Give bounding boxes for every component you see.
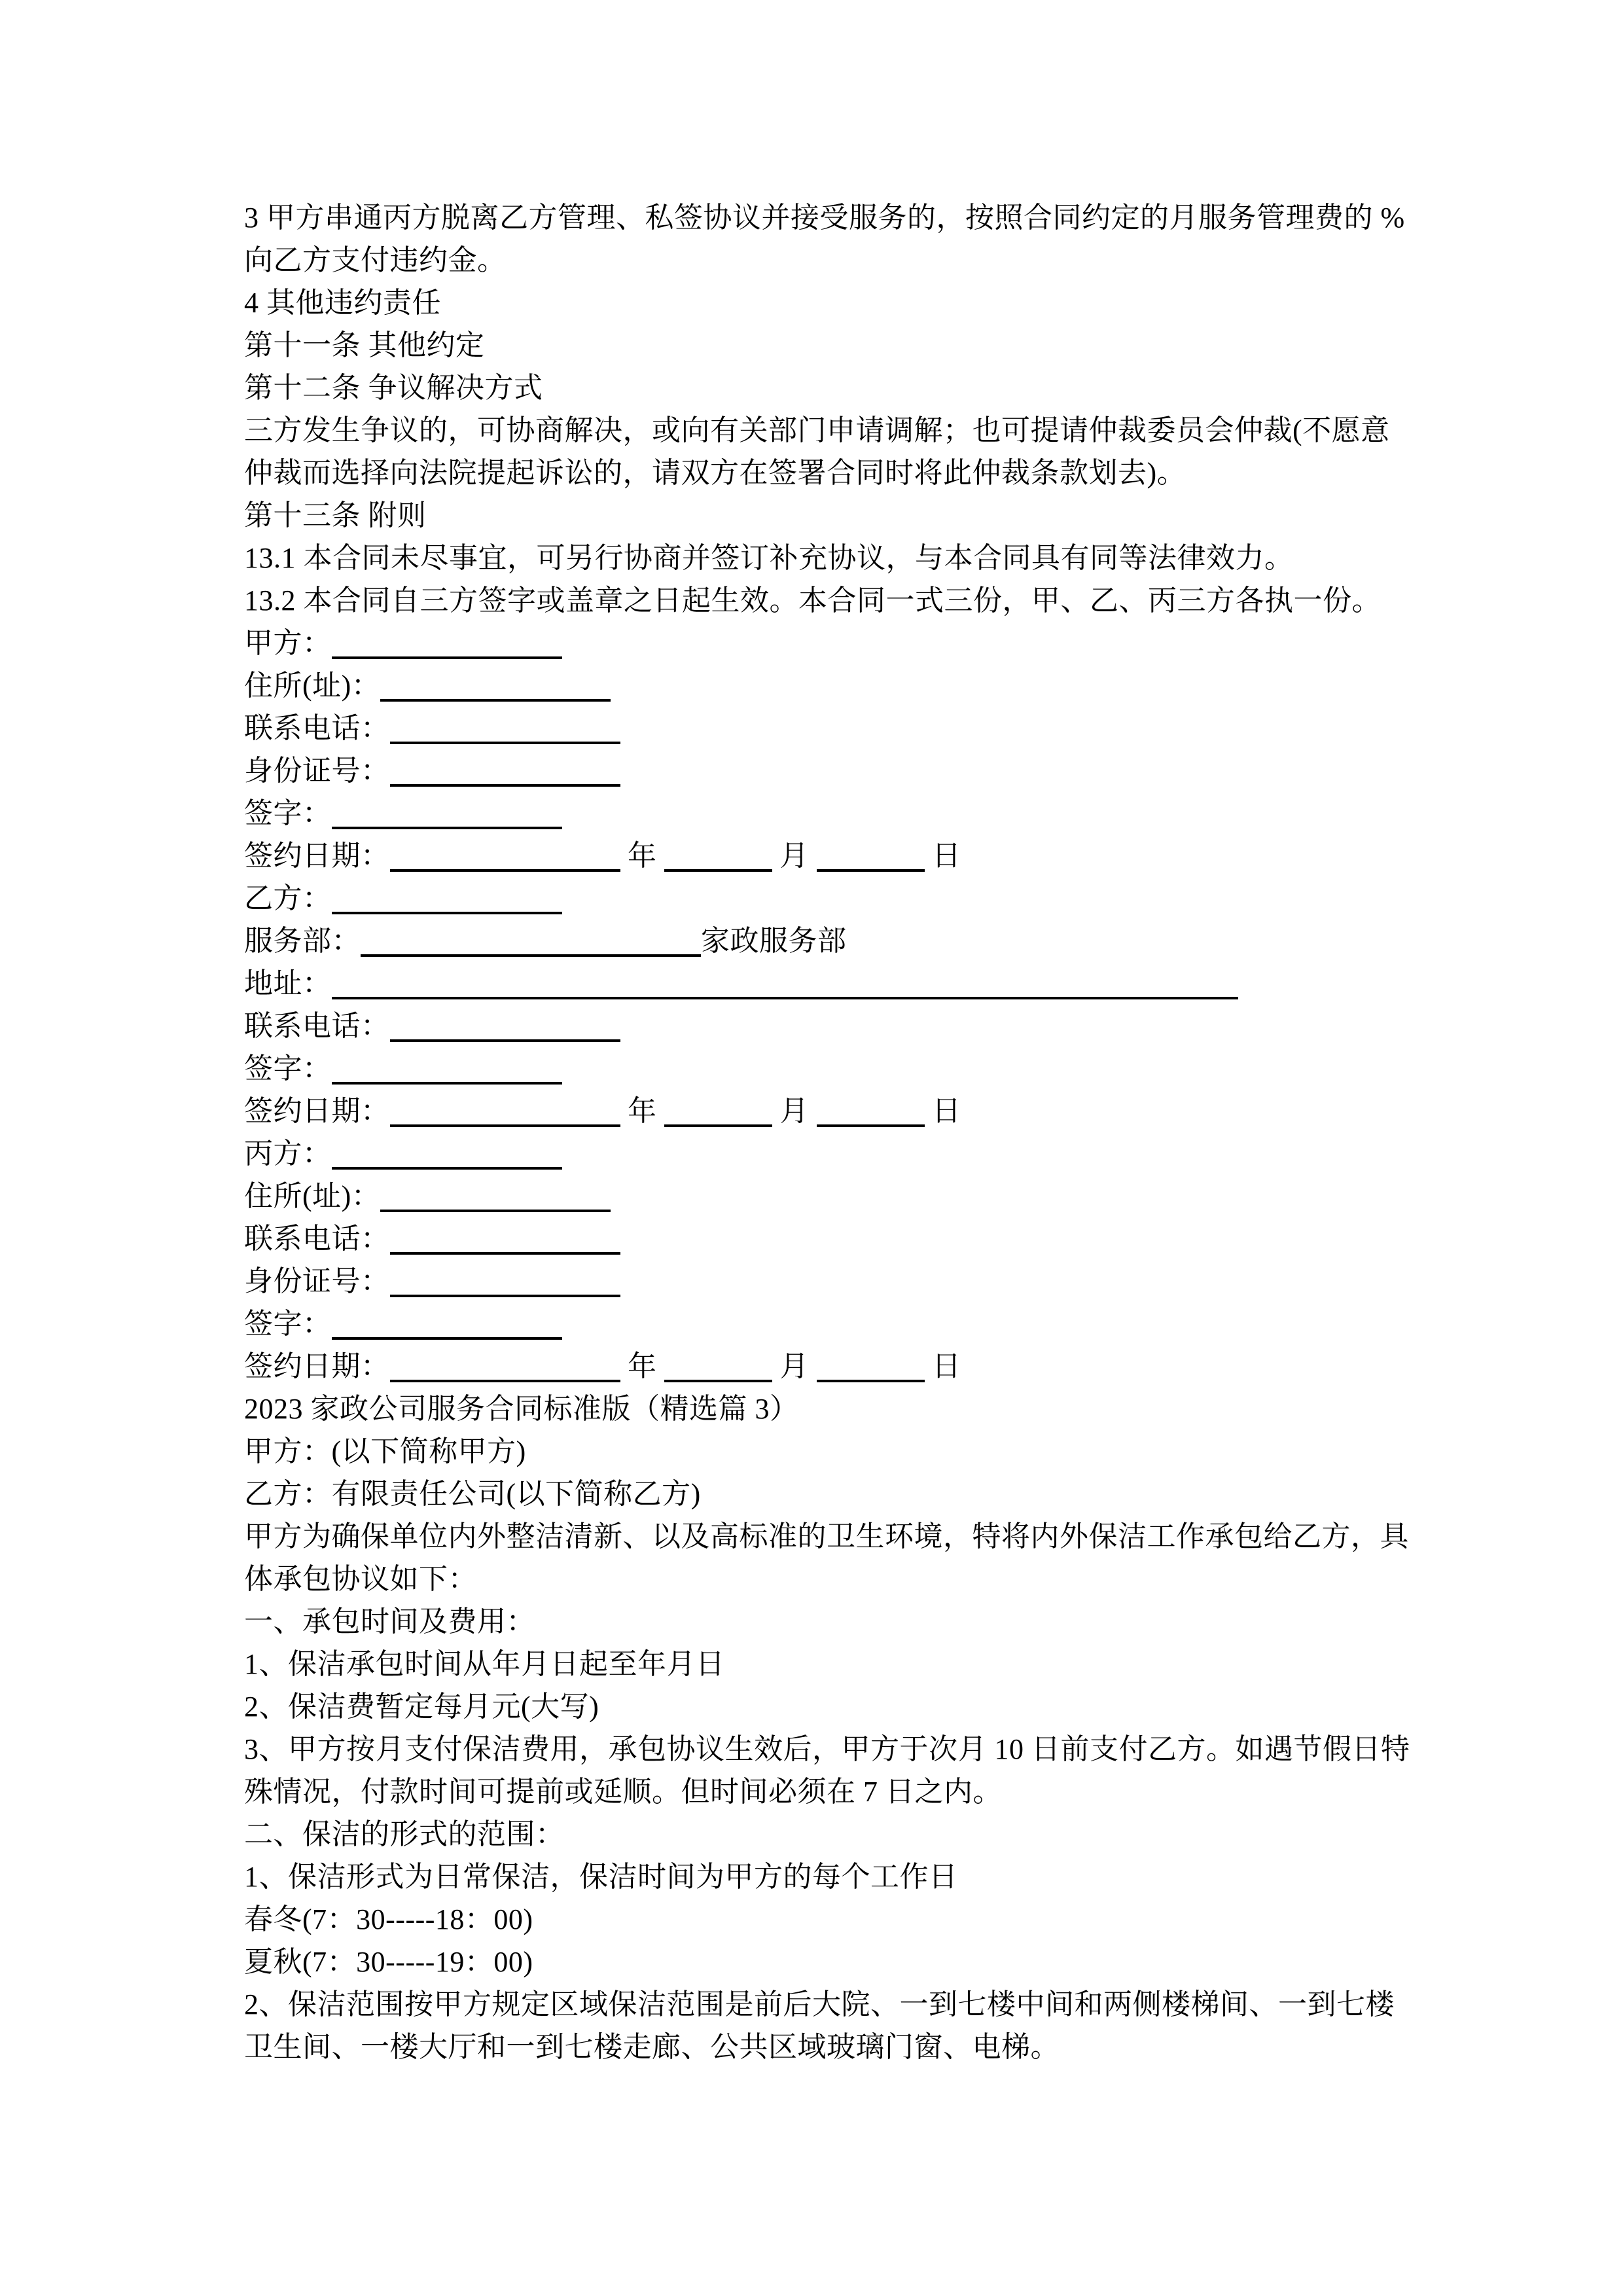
text-run: 夏秋(7：30-----19：00) xyxy=(244,1946,533,1978)
document-line xyxy=(244,1515,1409,1558)
document-line xyxy=(244,1132,1396,1175)
blank-underline xyxy=(380,1210,611,1212)
blank-underline xyxy=(332,1337,562,1340)
document-line xyxy=(244,1388,1396,1430)
blank-underline xyxy=(817,1124,925,1127)
document-line xyxy=(244,1941,1396,1983)
document-line xyxy=(244,196,1405,239)
blank-underline xyxy=(332,656,562,659)
blank-underline xyxy=(390,1380,620,1382)
text-run: 联系电话： xyxy=(244,1010,390,1042)
text-run: 13.2 本合同自三方签字或盖章之日起生效。本合同一式三份，甲、乙、丙三方各执一份。 xyxy=(244,584,1381,617)
text-run: 2、保洁费暂定每月元(大写) xyxy=(244,1691,599,1723)
document-line xyxy=(244,834,1396,877)
text-run: 月 xyxy=(772,1095,817,1127)
document-line xyxy=(244,1983,1396,2026)
document-line xyxy=(244,1898,1396,1941)
blank-underline xyxy=(664,1124,772,1127)
blank-underline xyxy=(390,1252,620,1255)
blank-underline xyxy=(361,954,701,957)
blank-underline xyxy=(390,1039,620,1042)
document-line xyxy=(244,1685,1396,1728)
document-line xyxy=(244,1430,1396,1473)
document-line xyxy=(244,707,1396,749)
blank-underline xyxy=(664,1380,772,1382)
text-run: 第十三条 附则 xyxy=(244,499,427,531)
document-line xyxy=(244,749,1396,792)
text-run: 甲方为确保单位内外整洁清新、以及高标准的卫生环境，特将内外保洁工作承包给乙方，具 xyxy=(244,1520,1409,1552)
document-line xyxy=(244,537,1396,579)
document-line xyxy=(244,1217,1396,1260)
text-run: 签约日期： xyxy=(244,840,390,872)
text-run: 第十二条 争议解决方式 xyxy=(244,372,543,404)
text-run: 家政服务部 xyxy=(701,925,847,957)
document-line xyxy=(244,1600,1396,1643)
document-line xyxy=(244,1558,1396,1600)
text-run: 签字： xyxy=(244,1052,332,1085)
document-line xyxy=(244,409,1396,452)
document-line xyxy=(244,1260,1396,1302)
text-run: 1、保洁形式为日常保洁，保洁时间为甲方的每个工作日 xyxy=(244,1861,958,1893)
text-run: 年 xyxy=(620,1095,664,1127)
blank-underline xyxy=(390,1124,620,1127)
document-line xyxy=(244,1473,1396,1515)
document-line xyxy=(244,792,1396,834)
document-line xyxy=(244,1090,1396,1132)
text-run: 服务部： xyxy=(244,925,361,957)
text-run: 殊情况，付款时间可提前或延顺。但时间必须在 7 日之内。 xyxy=(244,1776,1002,1808)
blank-underline xyxy=(390,1295,620,1297)
document-line xyxy=(244,579,1396,622)
text-run: 1、保洁承包时间从年月日起至年月日 xyxy=(244,1648,725,1680)
document-line xyxy=(244,1302,1396,1345)
document-line xyxy=(244,324,1396,367)
blank-underline xyxy=(817,869,925,872)
text-run: 3 甲方串通丙方脱离乙方管理、私签协议并接受服务的，按照合同约定的月服务管理费的 % xyxy=(244,202,1405,234)
text-run: 身份证号： xyxy=(244,1265,390,1297)
document-line xyxy=(244,1856,1396,1898)
text-run: 地址： xyxy=(244,967,332,999)
document-line xyxy=(244,1175,1396,1217)
document-line xyxy=(244,1813,1396,1856)
document-line xyxy=(244,281,1396,324)
text-run: 签字： xyxy=(244,797,332,829)
document-line xyxy=(244,1643,1396,1685)
text-run: 丙方： xyxy=(244,1138,332,1170)
document-line xyxy=(244,622,1396,664)
document-line xyxy=(244,494,1396,537)
blank-underline xyxy=(332,997,1238,999)
text-run: 月 xyxy=(772,840,817,872)
text-run: 签字： xyxy=(244,1308,332,1340)
text-run: 住所(址)： xyxy=(244,670,381,702)
blank-underline xyxy=(332,1167,562,1170)
text-run: 仲裁而选择向法院提起诉讼的，请双方在签署合同时将此仲裁条款划去)。 xyxy=(244,457,1186,489)
document-line xyxy=(244,1047,1396,1090)
text-run: 月 xyxy=(772,1350,817,1382)
text-run: 二、保洁的形式的范围： xyxy=(244,1818,565,1850)
text-run: 3、甲方按月支付保洁费用，承包协议生效后，甲方于次月 10 日前支付乙方。如遇节假日特 xyxy=(244,1733,1410,1765)
document-line xyxy=(244,1770,1396,1813)
document-line xyxy=(244,2026,1396,2068)
blank-underline xyxy=(390,869,620,872)
document-line xyxy=(244,664,1396,707)
text-run: 年 xyxy=(620,840,664,872)
text-run: 联系电话： xyxy=(244,1223,390,1255)
text-run: 13.1 本合同未尽事宜，可另行协商并签订补充协议，与本合同具有同等法律效力。 xyxy=(244,542,1294,574)
text-run: 身份证号： xyxy=(244,755,390,787)
text-run: 签约日期： xyxy=(244,1095,390,1127)
text-run: 乙方：有限责任公司(以下简称乙方) xyxy=(244,1478,701,1510)
text-run: 春冬(7：30-----18：00) xyxy=(244,1903,533,1935)
blank-underline xyxy=(380,699,611,702)
document-content xyxy=(244,196,1410,2068)
document-line xyxy=(244,452,1396,494)
blank-underline xyxy=(390,742,620,744)
text-run: 4 其他违约责任 xyxy=(244,287,441,319)
text-run: 向乙方支付违约金。 xyxy=(244,244,507,276)
text-run: 卫生间、一楼大厅和一到七楼走廊、公共区域玻璃门窗、电梯。 xyxy=(244,2031,1060,2063)
blank-underline xyxy=(332,1082,562,1085)
text-run: 体承包协议如下： xyxy=(244,1563,477,1595)
text-run: 一、承包时间及费用： xyxy=(244,1605,535,1638)
document-line xyxy=(244,920,1396,962)
document-line xyxy=(244,239,1396,281)
text-run: 年 xyxy=(620,1350,664,1382)
blank-underline xyxy=(332,827,562,829)
text-run: 签约日期： xyxy=(244,1350,390,1382)
document-line xyxy=(244,962,1396,1005)
text-run: 甲方：(以下简称甲方) xyxy=(244,1435,526,1467)
blank-underline xyxy=(390,784,620,787)
text-run: 日 xyxy=(924,1350,961,1382)
text-run: 乙方： xyxy=(244,882,332,914)
text-run: 日 xyxy=(924,1095,961,1127)
document-line xyxy=(244,367,1396,409)
text-run: 联系电话： xyxy=(244,712,390,744)
blank-underline xyxy=(817,1380,925,1382)
text-run: 第十一条 其他约定 xyxy=(244,329,485,361)
document-line xyxy=(244,1728,1410,1770)
text-run: 三方发生争议的，可协商解决，或向有关部门申请调解；也可提请仲裁委员会仲裁(不愿意 xyxy=(244,414,1390,446)
text-run: 2、保洁范围按甲方规定区域保洁范围是前后大院、一到七楼中间和两侧楼梯间、一到七楼 xyxy=(244,1988,1395,2020)
text-run: 住所(址)： xyxy=(244,1180,381,1212)
text-run: 2023 家政公司服务合同标准版（精选篇 3） xyxy=(244,1393,799,1425)
document-line xyxy=(244,877,1396,920)
document-line xyxy=(244,1345,1396,1388)
blank-underline xyxy=(664,869,772,872)
text-run: 日 xyxy=(924,840,961,872)
text-run: 甲方： xyxy=(244,627,332,659)
document-line xyxy=(244,1005,1396,1047)
blank-underline xyxy=(332,912,562,914)
